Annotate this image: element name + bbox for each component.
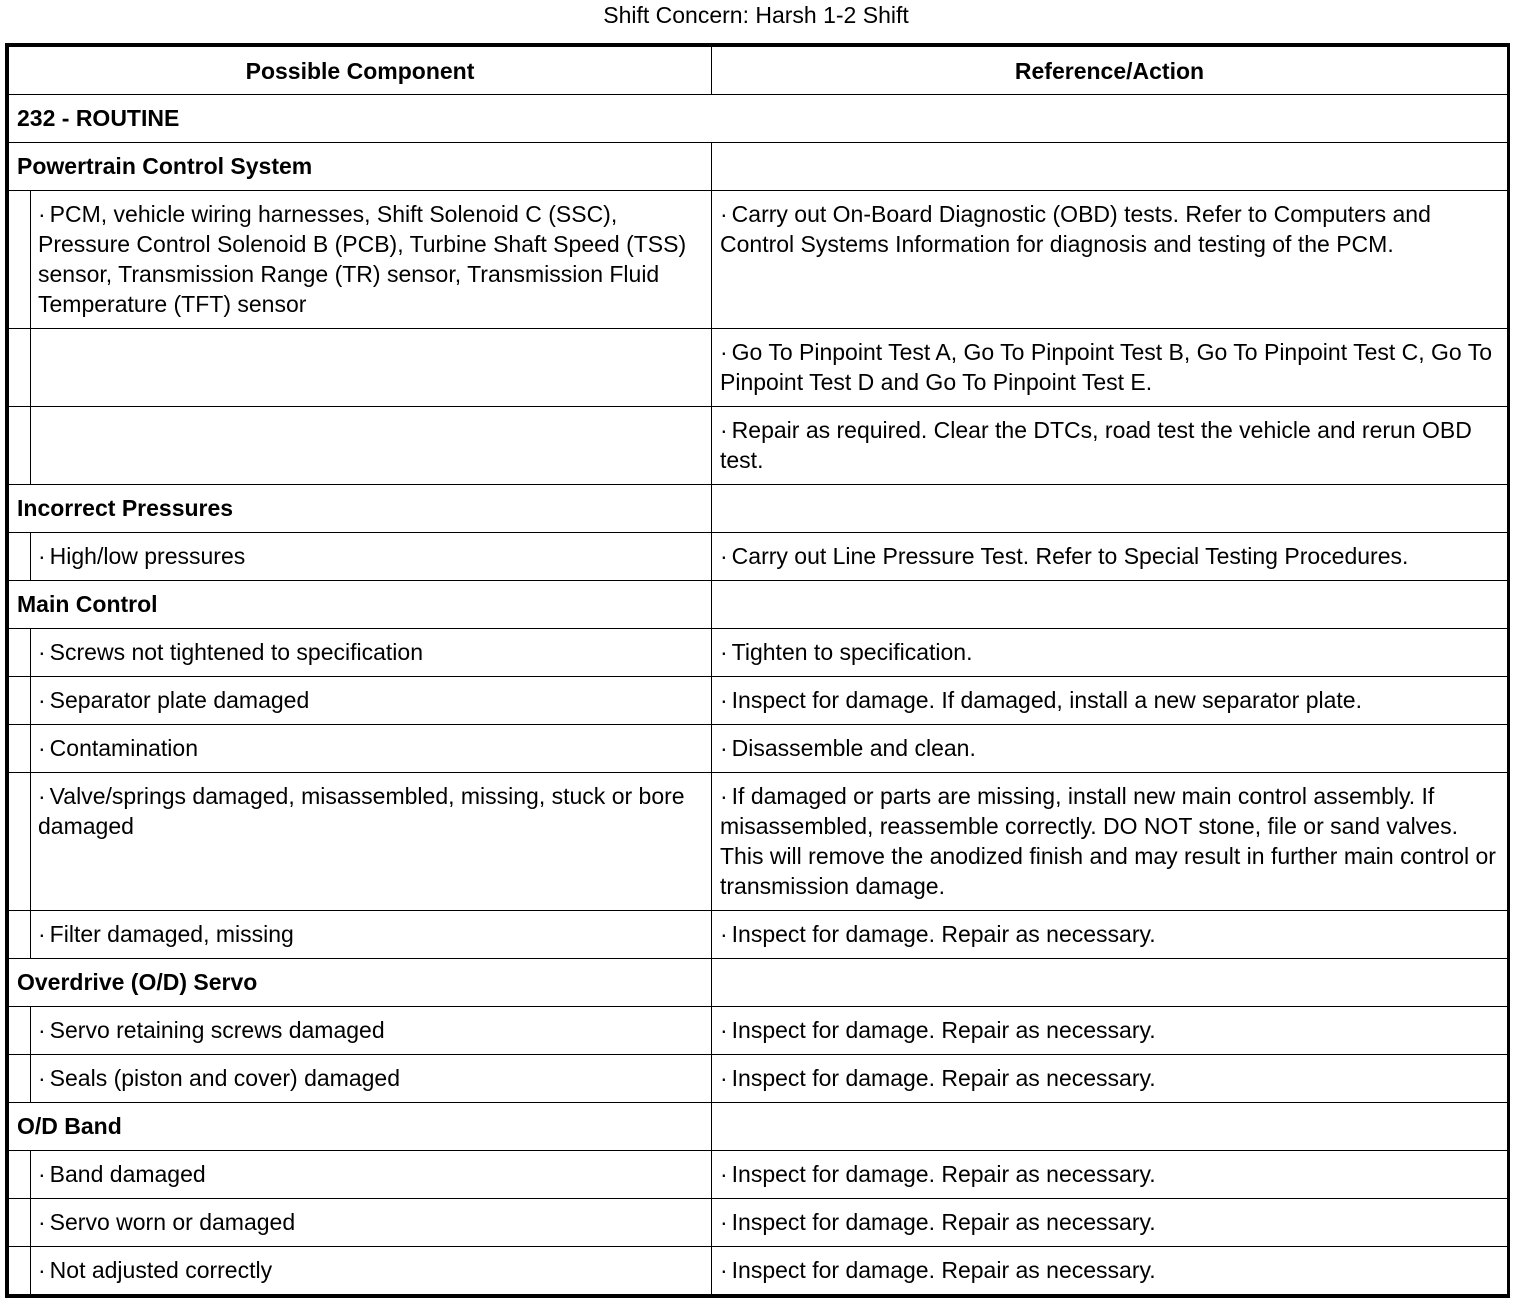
column-header-component: Possible Component — [9, 47, 712, 95]
component-cell — [31, 773, 712, 911]
action-text: Inspect for damage. Repair as necessary. — [731, 1161, 1156, 1187]
component-text: Servo retaining screws damaged — [49, 1017, 385, 1043]
component-text: Filter damaged, missing — [49, 921, 294, 947]
section-row — [9, 581, 1508, 629]
component-cell — [31, 725, 712, 773]
bullet-marker: · — [38, 687, 46, 713]
component-text: Not adjusted correctly — [49, 1257, 273, 1283]
section-row — [9, 485, 1508, 533]
indent-cell — [9, 677, 31, 725]
indent-cell — [9, 1055, 31, 1103]
action-cell — [712, 677, 1508, 725]
action-cell — [712, 1247, 1508, 1295]
component-text: Servo worn or damaged — [49, 1209, 296, 1235]
bullet-marker: · — [38, 921, 46, 947]
bullet-marker: · — [720, 543, 728, 569]
indent-cell — [9, 1247, 31, 1295]
section-row — [9, 959, 1508, 1007]
action-cell — [712, 773, 1508, 911]
indent-cell — [9, 1007, 31, 1055]
action-cell — [712, 1151, 1508, 1199]
indent-cell — [9, 773, 31, 911]
component-cell — [31, 629, 712, 677]
indent-cell — [9, 725, 31, 773]
action-cell — [712, 329, 1508, 407]
component-cell — [31, 329, 712, 407]
component-cell — [31, 911, 712, 959]
bullet-marker: · — [38, 735, 46, 761]
bullet-marker: · — [720, 339, 728, 365]
table-row — [9, 1151, 1508, 1199]
section-action-cell — [712, 581, 1508, 629]
bullet-marker: · — [38, 1209, 46, 1235]
component-text: Seals (piston and cover) damaged — [49, 1065, 400, 1091]
bullet-marker: · — [38, 1161, 46, 1187]
action-text: Carry out Line Pressure Test. Refer to Special Testing Procedures. — [731, 543, 1409, 569]
page-title: Shift Concern: Harsh 1-2 Shift — [603, 2, 909, 28]
component-text: High/low pressures — [49, 543, 246, 569]
component-cell — [31, 1247, 712, 1295]
action-cell — [712, 1055, 1508, 1103]
routine-row — [9, 95, 1508, 143]
action-text: Repair as required. Clear the DTCs, road test the vehicle and rerun OBD test. — [720, 417, 1472, 473]
bullet-marker: · — [38, 1017, 46, 1043]
bullet-marker: · — [720, 1257, 728, 1283]
component-text: Contamination — [49, 735, 198, 761]
bullet-marker: · — [38, 543, 46, 569]
table-row — [9, 1247, 1508, 1295]
section-heading: Main Control — [9, 581, 712, 629]
indent-cell — [9, 407, 31, 485]
table-row — [9, 677, 1508, 725]
table-row — [9, 629, 1508, 677]
bullet-marker: · — [38, 639, 46, 665]
action-cell — [712, 191, 1508, 329]
action-text: Disassemble and clean. — [731, 735, 976, 761]
indent-cell — [9, 629, 31, 677]
indent-cell — [9, 533, 31, 581]
table-row — [9, 533, 1508, 581]
section-action-cell — [712, 1103, 1508, 1151]
section-row — [9, 143, 1508, 191]
component-cell — [31, 533, 712, 581]
component-cell — [31, 677, 712, 725]
action-text: Tighten to specification. — [731, 639, 973, 665]
table-row — [9, 407, 1508, 485]
table-row — [9, 1055, 1508, 1103]
section-heading: Overdrive (O/D) Servo — [9, 959, 712, 1007]
action-text: Inspect for damage. Repair as necessary. — [731, 1017, 1156, 1043]
component-text: Screws not tightened to specification — [49, 639, 423, 665]
indent-cell — [9, 1199, 31, 1247]
component-text: Separator plate damaged — [49, 687, 310, 713]
component-cell — [31, 191, 712, 329]
diagnosis-table-body — [9, 47, 1508, 1295]
indent-cell — [9, 1151, 31, 1199]
bullet-marker: · — [720, 783, 728, 809]
component-text: PCM, vehicle wiring harnesses, Shift Solenoid C (SSC), Pressure Control Solenoid B (PCB), Turbine Shaft Speed (TSS) sensor, Transmission Range (TR) sensor, Transmission Fluid Temperature (TFT) sensor — [38, 201, 687, 317]
bullet-marker: · — [720, 417, 728, 443]
table-row — [9, 911, 1508, 959]
action-cell — [712, 1007, 1508, 1055]
bullet-marker: · — [720, 1209, 728, 1235]
component-cell — [31, 1199, 712, 1247]
action-text: Carry out On-Board Diagnostic (OBD) tests. Refer to Computers and Control Systems Information for diagnosis and testing of the PCM. — [720, 201, 1431, 257]
action-cell — [712, 911, 1508, 959]
action-cell — [712, 629, 1508, 677]
bullet-marker: · — [720, 201, 728, 227]
table-row — [9, 1007, 1508, 1055]
component-cell — [31, 1007, 712, 1055]
bullet-marker: · — [720, 1065, 728, 1091]
table-row — [9, 191, 1508, 329]
indent-cell — [9, 191, 31, 329]
column-header-action: Reference/Action — [712, 47, 1508, 95]
section-heading: O/D Band — [9, 1103, 712, 1151]
bullet-marker: · — [720, 735, 728, 761]
action-cell — [712, 1199, 1508, 1247]
action-text: If damaged or parts are missing, install new main control assembly. If misassembled, reassemble correctly. DO NOT stone, file or sand valves. This will remove the anodized finish and may result in further main control or transmission damage. — [720, 783, 1496, 899]
bullet-marker: · — [38, 1065, 46, 1091]
component-text: Valve/springs damaged, misassembled, missing, stuck or bore damaged — [38, 783, 685, 839]
section-action-cell — [712, 485, 1508, 533]
component-text: Band damaged — [49, 1161, 206, 1187]
action-cell — [712, 725, 1508, 773]
diagnosis-table — [8, 46, 1508, 1295]
section-heading: Powertrain Control System — [9, 143, 712, 191]
section-row — [9, 1103, 1508, 1151]
diagnosis-table-container — [5, 43, 1510, 1298]
action-text: Inspect for damage. Repair as necessary. — [731, 1257, 1156, 1283]
component-cell — [31, 1151, 712, 1199]
section-action-cell — [712, 143, 1508, 191]
bullet-marker: · — [720, 639, 728, 665]
bullet-marker: · — [720, 921, 728, 947]
routine-label: 232 - ROUTINE — [9, 95, 1508, 143]
action-text: Inspect for damage. Repair as necessary. — [731, 921, 1156, 947]
bullet-marker: · — [720, 1161, 728, 1187]
action-text: Go To Pinpoint Test A, Go To Pinpoint Test B, Go To Pinpoint Test C, Go To Pinpoint Test D and Go To Pinpoint Test E. — [720, 339, 1492, 395]
indent-cell — [9, 911, 31, 959]
bullet-marker: · — [38, 783, 46, 809]
action-text: Inspect for damage. Repair as necessary. — [731, 1065, 1156, 1091]
section-action-cell — [712, 959, 1508, 1007]
component-cell — [31, 1055, 712, 1103]
table-row — [9, 1199, 1508, 1247]
action-text: Inspect for damage. Repair as necessary. — [731, 1209, 1156, 1235]
table-row — [9, 773, 1508, 911]
bullet-marker: · — [720, 1017, 728, 1043]
table-header-row — [9, 47, 1508, 95]
indent-cell — [9, 329, 31, 407]
table-row — [9, 725, 1508, 773]
table-row — [9, 329, 1508, 407]
action-cell — [712, 407, 1508, 485]
bullet-marker: · — [38, 201, 46, 227]
action-text: Inspect for damage. If damaged, install a new separator plate. — [731, 687, 1362, 713]
bullet-marker: · — [720, 687, 728, 713]
action-cell — [712, 533, 1508, 581]
bullet-marker: · — [38, 1257, 46, 1283]
component-cell — [31, 407, 712, 485]
section-heading: Incorrect Pressures — [9, 485, 712, 533]
